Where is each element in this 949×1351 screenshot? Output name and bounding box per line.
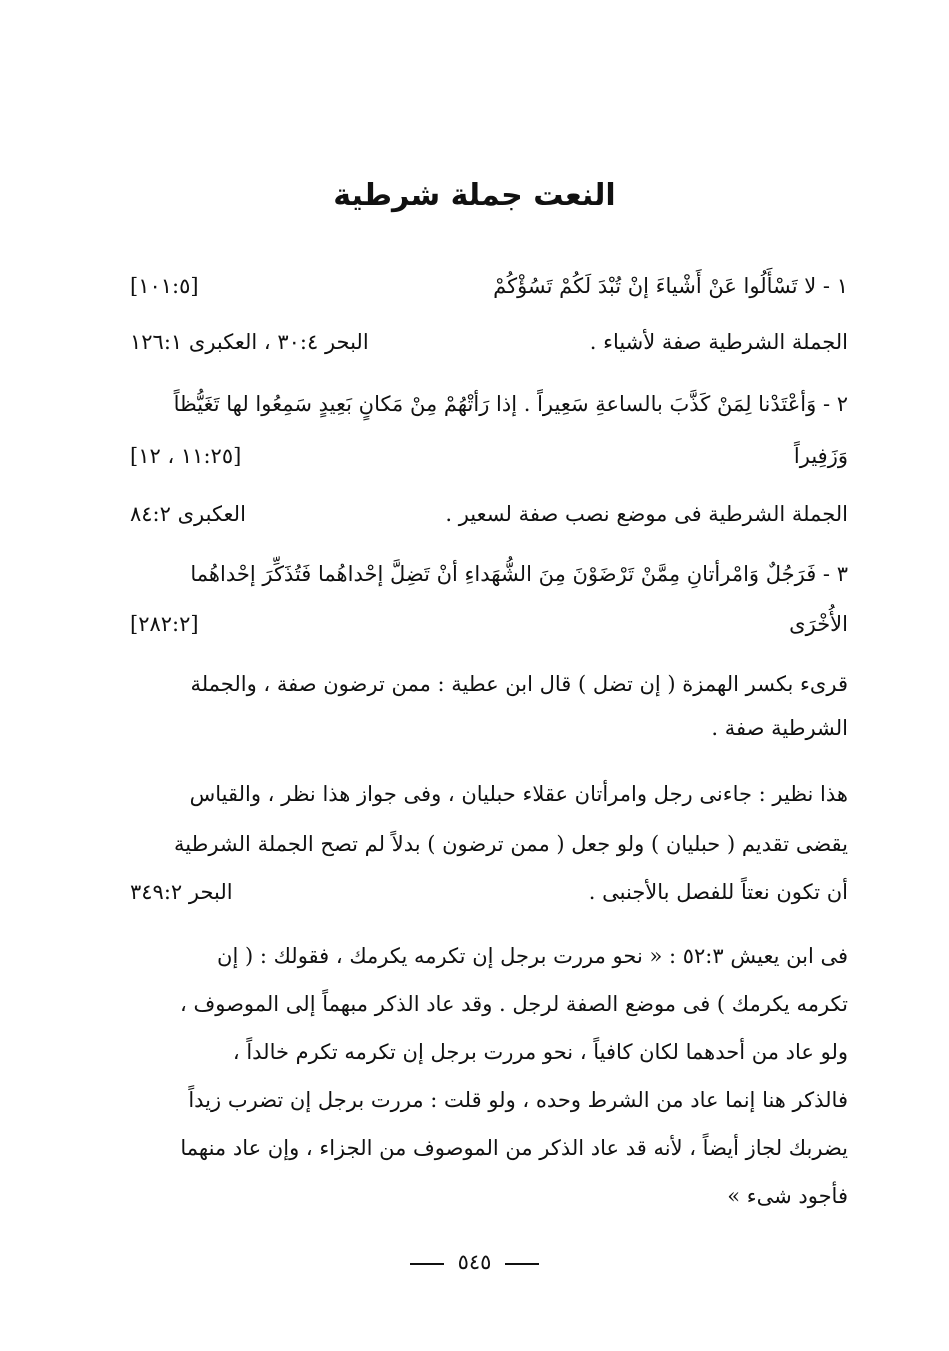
para-3-line-5 — [130, 1128, 848, 1168]
para-1-text-2: الشرطية صفة . — [711, 716, 848, 740]
para-3-text-5: يضربك لجاز أيضاً ، لأنه قد عاد الذكر من الموصوف من الجزاء ، وإن عاد منهما — [180, 1136, 848, 1160]
para-2-text-3: أن تكون نعتاً للفصل بالأجنبى . — [588, 880, 848, 904]
item-3-verse-line-2 — [130, 604, 848, 644]
item-1-verse: ١ - لا تَسْأَلُوا عَنْ أَشْياءَ إنْ تُبْدَ لَكُمْ تَسُؤْكُمْ — [493, 274, 848, 298]
item-1-note: الجملة الشرطية صفة لأشياء . — [589, 330, 848, 354]
item-3-verse-continuation: الأُخْرَى — [789, 612, 848, 636]
para-3-line-3 — [130, 1032, 848, 1072]
page-title: النعت جملة شرطية — [333, 178, 616, 213]
item-3-reference: [٢٨٢:٢] — [130, 612, 199, 636]
item-1-verse-line — [130, 266, 848, 306]
para-2-line-3 — [130, 872, 848, 912]
page-number-text: ٥٤٥ — [457, 1250, 492, 1274]
item-1-reference: [١٠١:٥] — [130, 274, 199, 298]
para-3-line-2 — [130, 984, 848, 1024]
para-2-text-2: يقضى تقديم ( حبليان ) ولو جعل ( ممن ترضون ) بدلاً لم تصح الجملة الشرطية — [174, 832, 848, 856]
para-1-line-1 — [130, 664, 848, 704]
para-3-text-2: تكرمه يكرمك ) فى موضع الصفة لرجل . وقد عاد الذكر مبهماً إلى الموصوف ، — [180, 992, 848, 1016]
item-2-note-line — [130, 494, 848, 534]
page-number — [0, 1250, 949, 1274]
para-3-text-3: ولو عاد من أحدهما لكان كافياً ، نحو مررت برجل إن تكرمه تكرم خالداً ، — [232, 1040, 848, 1064]
para-3-text-6: فأجود شىء » — [727, 1184, 848, 1208]
para-2-line-1 — [130, 774, 848, 814]
page-number-dash-right — [505, 1263, 539, 1265]
item-1-source: البحر ٣٠:٤ ، العكبرى ١٢٦:١ — [130, 330, 369, 354]
item-2-reference: [١١:٢٥ ، ١٢] — [130, 444, 242, 468]
page-number-dash-left — [410, 1263, 444, 1265]
item-3-verse: ٣ - فَرَجُلٌ وَامْرأتانِ مِمَّنْ تَرْضَوْنَ مِنَ الشُّهَداءِ أنْ تَضِلَّ إحْداهُما فَتُذَكِّرَ إحْداهُما — [190, 562, 848, 586]
para-3-line-1 — [130, 936, 848, 976]
para-2-line-2 — [130, 824, 848, 864]
para-2-source: البحر ٣٤٩:٢ — [130, 880, 233, 904]
para-1-line-2 — [130, 708, 848, 748]
item-2-source: العكبرى ٨٤:٢ — [130, 502, 246, 526]
item-2-verse-line-2 — [130, 436, 848, 476]
para-3-line-6 — [130, 1176, 848, 1216]
para-3-text-1: فى ابن يعيش ٥٢:٣ : « نحو مررت برجل إن تكرمه يكرمك ، فقولك : ( إن — [217, 944, 848, 968]
item-2-note: الجملة الشرطية فى موضع نصب صفة لسعير . — [445, 502, 848, 526]
para-3-line-4 — [130, 1080, 848, 1120]
item-3-verse-line — [130, 554, 848, 594]
item-2-verse-continuation: وَزَفِيراً — [793, 444, 848, 468]
para-1-text-1: قرىء بكسر الهمزة ( إن تضل ) قال ابن عطية : ممن ترضون صفة ، والجملة — [190, 672, 848, 696]
para-2-text-1: هذا نظير : جاءنى رجل وامرأتان عقلاء حبليان ، وفى جواز هذا نظر ، والقياس — [189, 782, 848, 806]
item-1-note-line — [130, 322, 848, 362]
item-2-verse-line — [130, 384, 848, 424]
para-3-text-4: فالذكر هنا إنما عاد من الشرط وحده ، ولو قلت : مررت برجل إن تضرب زيداً — [188, 1088, 848, 1112]
item-2-verse: ٢ - وَأعْتَدْنا لِمَنْ كَذَّبَ بالساعةِ سَعِيراً . إذا رَأتْهُمْ مِنْ مَكانٍ بَعِيدٍ سَمِعُوا لها تَغَيُّظاً — [173, 392, 848, 416]
